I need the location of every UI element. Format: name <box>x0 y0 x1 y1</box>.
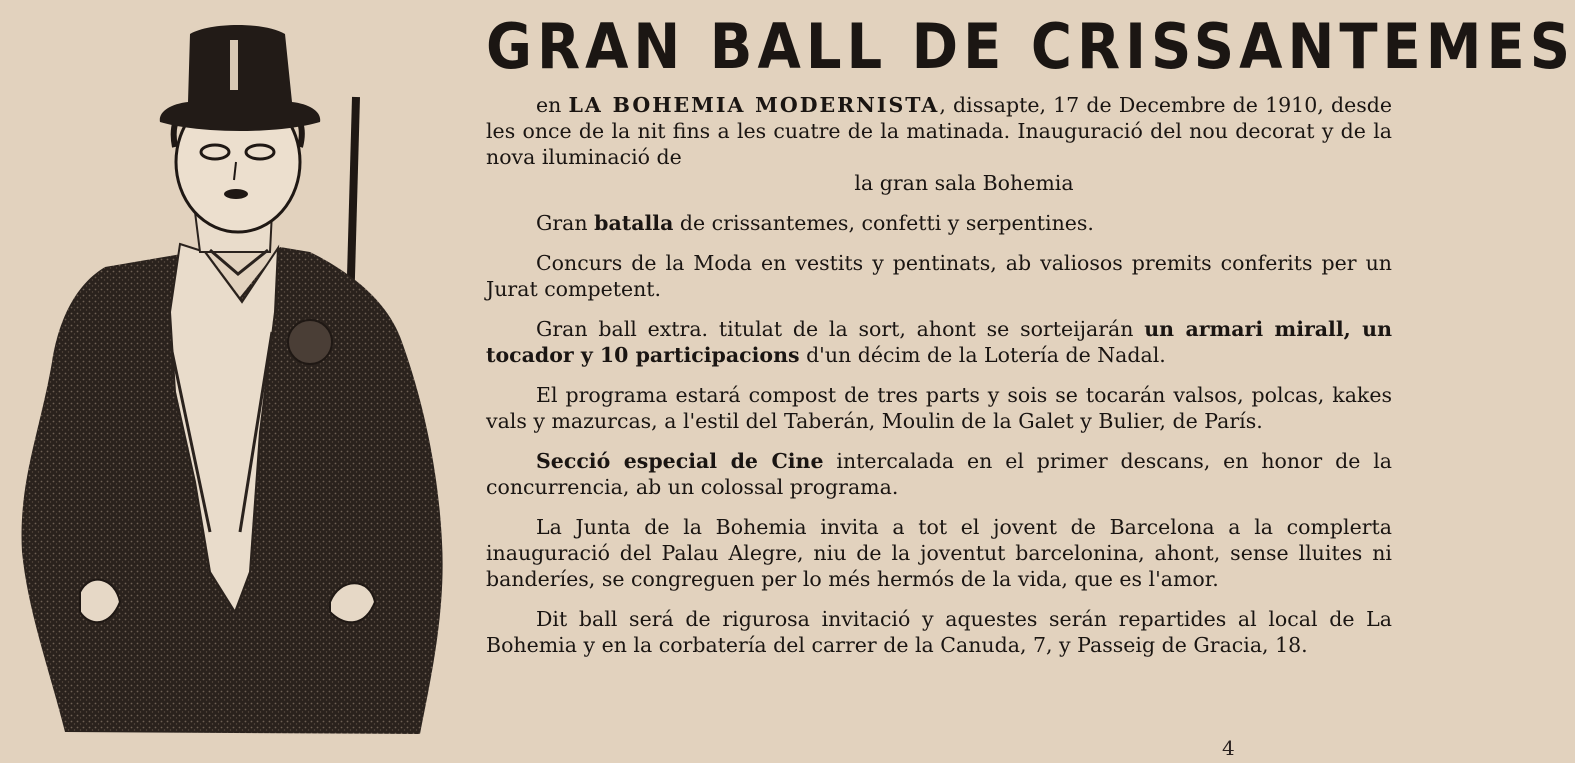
lottery-prizes: un armari mirall, un tocador y 10 participacions <box>486 317 1392 367</box>
fashion-contest-paragraph: Concurs de la Moda en vestits y pentinats, ab valiosos premits conferits per un Jurat competent. <box>486 251 1392 301</box>
tickets-paragraph: Dit ball será de rigurosa invitació y aquestes serán repartides al local de La Bohemia y en la corbatería del carrer de la Canuda, 7, y Passeig de Gracia, 18. <box>486 607 1392 657</box>
top-hat <box>160 25 320 131</box>
lottery-after: d'un décim de la Lotería de Nadal. <box>806 343 1166 367</box>
battle-bold: batalla <box>594 211 674 235</box>
headline: GRAN BALL DE CRISSANTEMES <box>486 10 1575 84</box>
lottery-text: Gran ball extra. titulat de la sort, ahont se sorteijarán <box>536 317 1134 341</box>
page-number: 4 <box>1222 736 1235 760</box>
intro-last-line: la gran sala Bohemia <box>854 171 1074 195</box>
program-paragraph: El programa estará compost de tres parts y sois se tocarán valsos, polcas, kakes vals y mazurcas, a l'estil del Taberán, Moulin de la Galet y Bulier, de París. <box>486 383 1392 433</box>
advertisement-text <box>486 4 1575 672</box>
invitation-paragraph: La Junta de la Bohemia invita a tot el jovent de Barcelona a la complerta inauguració del Palau Alegre, niu de la joventut barcelonina, ahont, sense lluites ni banderíes, se congreguen per lo més hermós de la vida, que es l'amor. <box>486 515 1392 591</box>
top-hat-gentleman-drawing <box>10 12 460 757</box>
intro-body: , dissapte, 17 de Decembre de 1910, desde les once de la nit fins a les cuatre de la matinada. Inauguració del nou decorat y de la nova iluminació de <box>486 93 1392 169</box>
gentleman-illustration <box>10 12 460 757</box>
cinema-after: intercalada en el primer descans, en honor de la concurrencia, ab un colossal programa. <box>486 449 1392 499</box>
intro-paragraph <box>486 92 1392 196</box>
cinema-bold: Secció especial de Cine <box>536 449 824 473</box>
venue-name: LA BOHEMIA MODERNISTA <box>568 93 940 117</box>
battle-after: de crissantemes, confetti y serpentines. <box>679 211 1094 235</box>
intro-prefix: en <box>536 93 562 117</box>
battle-paragraph <box>486 210 1392 236</box>
lottery-paragraph <box>486 316 1392 368</box>
flower-boutonniere <box>288 320 332 364</box>
battle-before: Gran <box>536 211 588 235</box>
cinema-paragraph <box>486 448 1392 500</box>
